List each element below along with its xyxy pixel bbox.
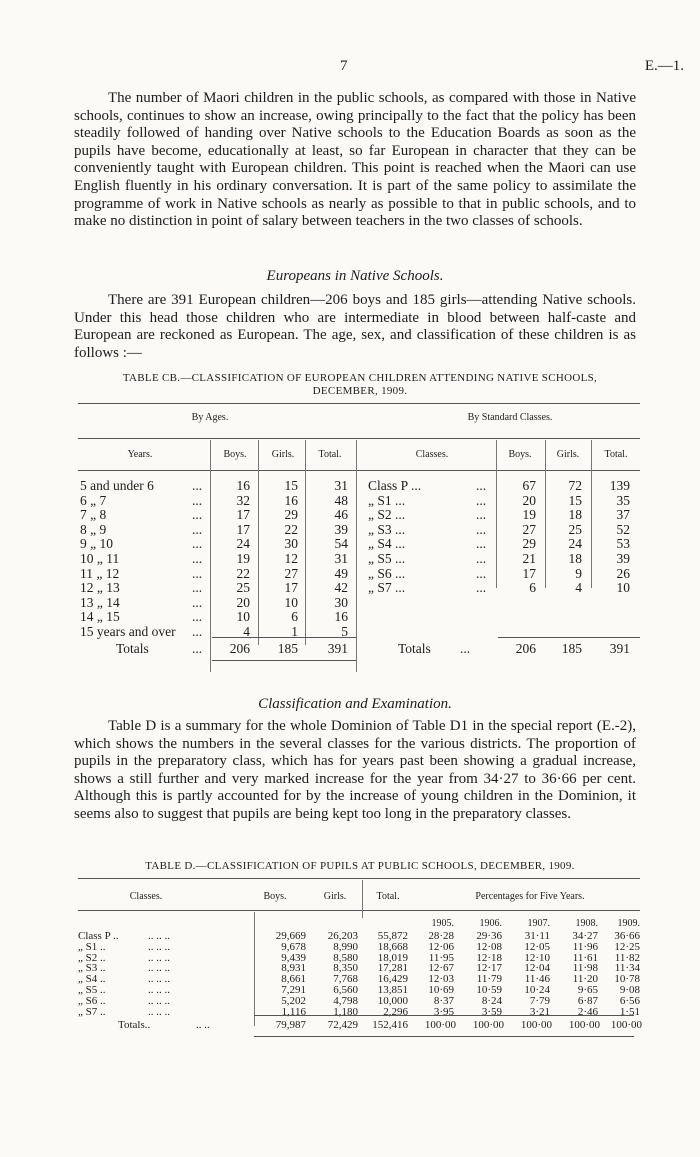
class-row-dots: ... (476, 565, 487, 581)
class-row-label: „ S5 ... (368, 551, 406, 566)
class-row-girls: 25 (568, 521, 582, 537)
table-cb-header-rule (78, 470, 640, 471)
table-d-row-percentage: 3·95 (433, 1005, 454, 1018)
table-d-row-total: 16,429 (377, 973, 408, 986)
table-cb-header-total-standards: Total. (604, 449, 628, 460)
class-row-total: 39 (616, 551, 630, 566)
class-row-label: „ S7 ... (368, 580, 406, 596)
age-row-total: 31 (334, 551, 348, 566)
age-row-total: 49 (334, 565, 348, 581)
table-d-row-girls: 1,180 (333, 1005, 358, 1018)
class-row-dots: ... (476, 478, 487, 493)
table-d-row-boys: 29,669 (275, 930, 306, 942)
table-d-row-percentage: 10·24 (524, 984, 550, 996)
table-cb-totals-total-standards: 391 (609, 641, 630, 656)
class-row-label: „ S6 ... (368, 565, 406, 581)
age-row-girls: 16 (284, 492, 298, 508)
table-d-row-percentage: 12·08 (476, 940, 502, 953)
table-d-row-percentage: 11·34 (614, 962, 640, 975)
table-d-row-percentage: 6·56 (619, 994, 640, 1007)
table-cb-totals-rule (498, 637, 640, 638)
table-cb-totals-rule (212, 637, 356, 638)
table-d-row-percentage: 11·95 (428, 951, 454, 964)
table-d-row-percentage: 3·21 (529, 1005, 550, 1018)
section-heading-classification: Classification and Examination. (258, 696, 452, 712)
table-d-row-total: 13,851 (377, 984, 408, 996)
table-d-row-percentage: 12·04 (524, 962, 550, 975)
age-row-label: 13 „ 14 (80, 594, 120, 610)
table-d-year: 1907. (527, 918, 550, 929)
table-d-divider (362, 880, 363, 918)
class-row-label: „ S3 ... (368, 521, 406, 537)
table-d-row-total: 2,296 (383, 1005, 408, 1018)
table-d-row-percentage: 3·59 (481, 1005, 502, 1018)
table-d-totals-percentage: 100·00 (472, 1019, 504, 1031)
table-d-row-total: 17,281 (377, 962, 408, 975)
table-d-totals-rule (254, 1015, 634, 1016)
table-d-header-boys: Boys. (263, 891, 287, 902)
age-row-boys: 22 (236, 565, 250, 581)
table-d-row-total: 55,872 (377, 930, 408, 942)
table-d-row-total: 10,000 (377, 994, 408, 1007)
table-d-row-percentage: 12·05 (524, 940, 550, 953)
table-d-row-percentage: 28·28 (428, 930, 454, 942)
table-d-row-percentage: 11·61 (572, 951, 598, 964)
table-cb-header-years: Years. (127, 449, 153, 460)
table-cb-divider (496, 440, 497, 588)
age-row-label: 8 „ 9 (80, 521, 107, 537)
table-d-row-percentage: 9·65 (577, 984, 598, 996)
age-row-dots: ... (192, 580, 203, 596)
intro-paragraph: The number of Maori children in the public schools, as compared with those in Native schools, continues to show an increase, owing principally to the fact that the policy has been steadily followed of handing over Native schools to the Education Boards as soon as the pupils have become, educationally at least, so far European in character that they can be conveniently taught with European children. This point is reached when the Maori can use English fluently in his ordinary conversation. It is part of the same policy to assimilate the programme of work in Native schools as nearly as possible to that in public schools, and to make no distinction in point of salary between teachers in the two classes of schools. (74, 90, 636, 230)
table-d-row-percentage: 11·46 (524, 973, 550, 986)
age-row-total: 30 (334, 594, 348, 610)
age-row-dots: ... (192, 536, 203, 552)
table-d-row-boys: 8,661 (281, 973, 306, 986)
table-d-row-percentage: 6·87 (577, 994, 598, 1007)
table-d-row-percentage: 7·79 (529, 994, 550, 1007)
table-cb-bottom-rule (212, 660, 356, 661)
age-row-total: 54 (334, 536, 348, 552)
age-row-label: 7 „ 8 (80, 507, 107, 523)
table-d-row-label: „ S2 .. (78, 951, 106, 964)
class-row-dots: ... (476, 492, 487, 508)
table-d-row-total: 18,019 (377, 951, 408, 964)
age-row-dots: ... (192, 492, 203, 508)
age-row-boys: 25 (236, 580, 250, 596)
class-row-dots: ... (476, 551, 487, 566)
age-row-girls: 10 (284, 594, 298, 610)
class-row-girls: 24 (568, 536, 582, 552)
table-cb-caption: TABLE CB.—CLASSIFICATION OF EUROPEAN CHILDREN ATTENDING NATIVE SCHOOLS, (122, 372, 598, 384)
table-cb-header-boys-standards: Boys. (508, 449, 532, 460)
table-d-caption: TABLE D.—CLASSIFICATION OF PUPILS AT PUBLIC SCHOOLS, DECEMBER, 1909. (145, 860, 575, 872)
table-cb-divider (210, 440, 211, 672)
table-d-year: 1905. (431, 918, 454, 929)
table-d-row-boys: 9,678 (281, 940, 306, 953)
table-d-row-boys: 8,931 (281, 962, 306, 975)
class-row-label: „ S1 ... (368, 492, 406, 508)
table-d-row-label: „ S4 .. (78, 973, 106, 986)
table-cb-divider (545, 440, 546, 588)
table-cb-divider (356, 440, 357, 672)
table-d-row-girls: 8,580 (333, 951, 358, 964)
table-d-row-percentage: 11·82 (614, 951, 640, 964)
class-row-boys: 19 (522, 507, 536, 523)
table-d-row-label: „ S7 .. (78, 1005, 106, 1018)
age-row-label: 5 and under 6 (80, 478, 154, 493)
age-row-boys: 16 (236, 478, 250, 493)
table-d-row-percentage: 29·36 (476, 930, 502, 942)
table-cb-totals-dots-standards: ... (460, 641, 471, 656)
age-row-dots: ... (192, 594, 203, 610)
class-row-total: 53 (616, 536, 630, 552)
table-d-row-percentage: 12·18 (476, 951, 502, 964)
table-cb-totals-total: 391 (327, 641, 348, 656)
table-d-row-dots: .. .. .. (148, 1005, 170, 1018)
section-heading-europeans: Europeans in Native Schools. (266, 268, 444, 284)
table-d-row-percentage: 12·03 (428, 973, 454, 986)
class-row-label: „ S2 ... (368, 507, 406, 523)
age-row-girls: 22 (284, 521, 298, 537)
table-d-row-percentage: 10·59 (476, 984, 502, 996)
table-d-row-percentage: 2·46 (577, 1005, 598, 1018)
table-d-totals-dots: .. .. (196, 1019, 210, 1031)
table-cb-divider (305, 440, 306, 645)
table-cb-caption-date: DECEMBER, 1909. (312, 385, 408, 397)
class-row-dots: ... (476, 521, 487, 537)
table-d-totals-percentage: 100·00 (520, 1019, 552, 1031)
age-row-dots: ... (192, 521, 203, 537)
age-row-boys: 19 (236, 551, 250, 566)
table-cb-totals-label-standards: Totals (398, 641, 431, 656)
class-row-boys: 27 (522, 521, 536, 537)
table-d-row-boys: 7,291 (281, 984, 306, 996)
age-row-girls: 12 (284, 551, 298, 566)
table-d-row-dots: .. .. .. (148, 973, 170, 986)
table-cb-totals-label: Totals (116, 641, 149, 656)
age-row-boys: 4 (243, 624, 250, 639)
class-row-dots: ... (476, 536, 487, 552)
age-row-total: 48 (334, 492, 348, 508)
table-cb-divider (591, 440, 592, 588)
age-row-boys: 24 (236, 536, 250, 552)
table-d-header-percentages: Percentages for Five Years. (475, 891, 585, 902)
table-d-row-percentage: 11·79 (476, 973, 502, 986)
age-row-girls: 27 (284, 565, 298, 581)
age-row-label: 6 „ 7 (80, 492, 107, 508)
table-cb-top-rule (78, 403, 640, 404)
age-row-label: 12 „ 13 (80, 580, 120, 596)
table-d-year: 1909. (617, 918, 640, 929)
table-d-year: 1908. (575, 918, 598, 929)
table-cb-group-ages: By Ages. (191, 412, 229, 423)
table-d-row-percentage: 12·10 (524, 951, 550, 964)
class-row-girls: 15 (568, 492, 582, 508)
class-row-total: 52 (616, 521, 630, 537)
age-row-label: 9 „ 10 (80, 536, 113, 552)
table-d-row-percentage: 11·96 (572, 940, 598, 953)
table-cb-totals-girls: 185 (277, 641, 298, 656)
class-row-boys: 6 (529, 580, 536, 596)
table-cb-header-boys: Boys. (223, 449, 247, 460)
age-row-label: 10 „ 11 (80, 551, 120, 566)
table-d-header-girls: Girls. (323, 891, 347, 902)
age-row-total: 5 (341, 624, 348, 639)
table-d-row-percentage: 1·51 (619, 1005, 640, 1018)
class-row-boys: 20 (522, 492, 536, 508)
table-d-row-girls: 8,350 (333, 962, 358, 975)
class-row-label: Class P ... (368, 478, 422, 493)
table-d-row-dots: .. .. .. (148, 930, 170, 942)
age-row-dots: ... (192, 624, 203, 639)
age-row-dots: ... (192, 565, 203, 581)
class-row-total: 10 (616, 580, 630, 596)
age-row-boys: 17 (236, 507, 250, 523)
age-row-boys: 10 (236, 609, 250, 625)
table-cb-header-total: Total. (318, 449, 342, 460)
table-d-totals-label: Totals.. (118, 1019, 151, 1031)
table-d-row-percentage: 11·20 (572, 973, 598, 986)
age-row-girls: 15 (284, 478, 298, 493)
table-d-row-percentage: 8·37 (433, 994, 454, 1007)
table-d-row-dots: .. .. .. (148, 984, 170, 996)
class-row-total: 37 (616, 507, 630, 523)
class-row-boys: 67 (522, 478, 536, 493)
table-cb-totals-girls-standards: 185 (561, 641, 582, 656)
age-row-girls: 30 (284, 536, 298, 552)
table-d-row-label: „ S1 .. (78, 940, 106, 953)
table-d-row-percentage: 10·78 (614, 973, 640, 986)
table-cb-header-girls-standards: Girls. (556, 449, 580, 460)
class-row-total: 35 (616, 492, 630, 508)
class-row-dots: ... (476, 507, 487, 523)
table-d-row-label: „ S3 .. (78, 962, 106, 975)
class-row-boys: 17 (522, 565, 536, 581)
age-row-dots: ... (192, 507, 203, 523)
age-row-label: 14 „ 15 (80, 609, 120, 625)
age-row-total: 39 (334, 521, 348, 537)
table-cb-group-standards: By Standard Classes. (467, 412, 553, 423)
class-row-girls: 72 (568, 478, 582, 493)
table-cb-header-girls: Girls. (271, 449, 295, 460)
table-d-row-percentage: 12·67 (428, 962, 454, 975)
age-row-girls: 1 (291, 624, 298, 639)
table-d-row-total: 18,668 (377, 940, 408, 953)
table-d-totals-percentage: 100·00 (424, 1019, 456, 1031)
age-row-total: 16 (334, 609, 348, 625)
table-d-header-total: Total. (376, 891, 400, 902)
table-d-row-boys: 5,202 (281, 994, 306, 1007)
table-d-row-percentage: 36·66 (614, 930, 640, 942)
table-d-row-label: Class P .. (78, 930, 119, 942)
age-row-total: 31 (334, 478, 348, 493)
table-d-row-percentage: 12·06 (428, 940, 454, 953)
table-d-row-percentage: 9·08 (619, 984, 640, 996)
table-d-row-label: „ S5 .. (78, 984, 106, 996)
table-d-row-dots: .. .. .. (148, 940, 170, 953)
table-d-totals-girls: 72,429 (327, 1019, 358, 1031)
table-d-header-rule (78, 910, 640, 911)
age-row-girls: 29 (284, 507, 298, 523)
table-cb-group-rule (78, 438, 640, 439)
age-row-girls: 6 (291, 609, 298, 625)
age-row-dots: ... (192, 609, 203, 625)
table-d-row-girls: 6,560 (333, 984, 358, 996)
table-d-row-percentage: 8·24 (481, 994, 502, 1007)
age-row-dots: ... (192, 551, 203, 566)
table-d-row-label: „ S6 .. (78, 994, 106, 1007)
table-d-row-girls: 8,990 (333, 940, 358, 953)
table-d-year: 1906. (479, 918, 502, 929)
class-row-label: „ S4 ... (368, 536, 406, 552)
class-row-boys: 21 (522, 551, 536, 566)
table-cb-header-classes: Classes. (415, 449, 449, 460)
table-d-row-girls: 7,768 (333, 973, 358, 986)
table-d-row-percentage: 12·17 (476, 962, 502, 975)
table-cb-totals-boys: 206 (229, 641, 250, 656)
table-d-row-percentage: 34·27 (572, 930, 598, 942)
table-d-row-girls: 4,798 (333, 994, 358, 1007)
table-cb-totals-dots: ... (192, 641, 203, 656)
age-row-boys: 17 (236, 521, 250, 537)
table-d-row-percentage: 12·25 (614, 940, 640, 953)
age-row-boys: 32 (236, 492, 250, 508)
page-number: 7 (340, 58, 348, 74)
class-row-total: 139 (609, 478, 630, 493)
table-d-row-dots: .. .. .. (148, 994, 170, 1007)
age-row-label: 15 years and over (80, 624, 176, 639)
table-d-top-rule (78, 878, 640, 879)
class-row-boys: 29 (522, 536, 536, 552)
table-d-bottom-rule (254, 1036, 634, 1037)
table-d-row-dots: .. .. .. (148, 951, 170, 964)
table-d-header-classes: Classes. (129, 891, 163, 902)
class-row-girls: 4 (575, 580, 582, 596)
age-row-total: 46 (334, 507, 348, 523)
age-row-girls: 17 (284, 580, 298, 596)
table-d-row-percentage: 10·69 (428, 984, 454, 996)
classification-paragraph: Table D is a summary for the whole Dominion of Table D1 in the special report (E.-2), which shows the numbers in the several classes for the various districts. The proportion of pupils in the preparatory class, which has for years past been showing a gradual increase, shows a still further and very marked increase for the year from 34·27 to 36·66 per cent. Although this is partly accounted for by the increase of young children in the Dominion, it seems also to suggest that pupils are being kept too long in the preparatory classes. (74, 718, 636, 822)
table-d-row-dots: .. .. .. (148, 962, 170, 975)
table-d-row-girls: 26,203 (327, 930, 358, 942)
page-reference: E.—1. (644, 58, 684, 74)
table-d-row-percentage: 11·98 (572, 962, 598, 975)
table-cb-totals-boys-standards: 206 (515, 641, 536, 656)
class-row-girls: 18 (568, 551, 582, 566)
table-d-row-percentage: 31·11 (524, 930, 550, 942)
table-d-totals-boys: 79,987 (275, 1019, 306, 1031)
table-d-row-boys: 9,439 (281, 951, 306, 964)
table-cb-divider (258, 440, 259, 645)
age-row-label: 11 „ 12 (80, 565, 120, 581)
class-row-girls: 9 (575, 565, 582, 581)
age-row-total: 42 (334, 580, 348, 596)
europeans-paragraph: There are 391 European children—206 boys and 185 girls—attending Native schools. Under this head those children who are intermediate in blood between half-caste and European are reckoned as European. The age, sex, and classification of these children is as follows :— (74, 292, 636, 361)
class-row-total: 26 (616, 565, 630, 581)
table-d-totals-total: 152,416 (372, 1019, 408, 1031)
table-d-totals-percentage: 100·00 (568, 1019, 600, 1031)
table-d-row-boys: 1,116 (281, 1005, 306, 1018)
age-row-boys: 20 (236, 594, 250, 610)
class-row-dots: ... (476, 580, 487, 596)
age-row-dots: ... (192, 478, 203, 493)
table-d-totals-percentage: 100·00 (610, 1019, 642, 1031)
class-row-girls: 18 (568, 507, 582, 523)
